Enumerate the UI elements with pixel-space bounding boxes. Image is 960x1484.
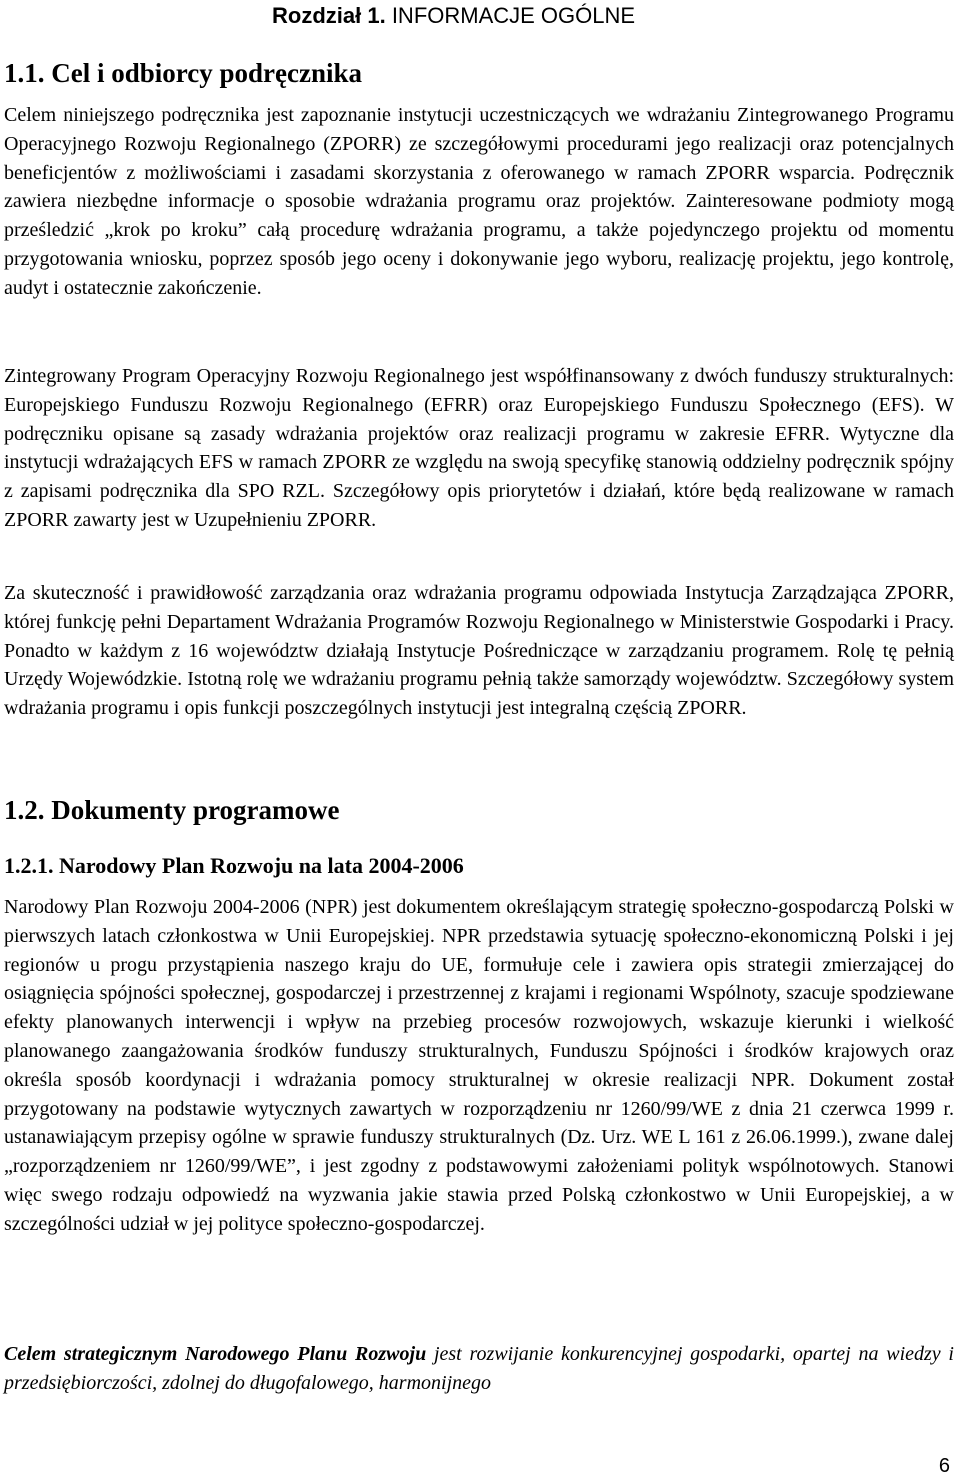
section-heading-1-1: 1.1. Cel i odbiorcy podręcznika (4, 58, 363, 88)
strategic-goal-emphasis: Celem strategicznym Narodowego Planu Rozwoju (4, 1343, 427, 1365)
paragraph-strategic-goal (4, 1340, 954, 1398)
chapter-label: Rozdział 1. (272, 3, 386, 28)
strategic-goal-text: jest rozwijanie konkurencyjnej gospodarki, opartej na wiedzy i przedsiębiorczości, zdolnej do długofalowego, harmonijnego (4, 1343, 954, 1394)
paragraph-purpose: Celem niniejszego podręcznika jest zapoznanie instytucji uczestniczących we wdrażaniu Zintegrowanego Programu Operacyjnego Rozwoju Regionalnego (ZPORR) ze szczegółowymi procedurami jego realizacji oraz potencjalnych beneficjentów z możliwościami i zasadami skorzystania z oferowanego w ramach ZPORR wsparcia. Podręcznik zawiera niezbędne informacje o sposobie wdrażania programu oraz projektów. Zainteresowane podmioty mogą prześledzić „krok po kroku” całą procedurę wdrażania programu, a także pojedynczego projektu od momentu przygotowania wniosku, poprzez sposób jego oceny i dokonywanie jego wyboru, realizację projektu, jego kontrolę, audyt i ostatecznie zakończenie. (4, 104, 954, 299)
paragraph-funding: Zintegrowany Program Operacyjny Rozwoju Regionalnego jest współfinansowany z dwóch funduszy strukturalnych: Europejskiego Funduszu Rozwoju Regionalnego (EFRR) oraz Europejskiego Funduszu Społecznego (EFS). W podręczniku opisane są zasady wdrażania projektów oraz realizacji programu w zakresie EFRR. Wytyczne dla instytucji wdrażających EFS w ramach ZPORR ze względu na swoją specyfikę stanowią oddzielny podręcznik spójny z zapisami podręcznika dla SPO RZL. Szczegółowy opis priorytetów i działań, które będą realizowane w ramach ZPORR zawarty jest w Uzupełnieniu ZPORR. (4, 365, 954, 531)
chapter-header (272, 3, 635, 29)
chapter-title: INFORMACJE OGÓLNE (391, 3, 636, 28)
paragraph-npr: Narodowy Plan Rozwoju 2004-2006 (NPR) jest dokumentem określającym strategię społeczno-gospodarczą Polski w pierwszych latach członkostwa w Unii Europejskiej. NPR przedstawia sytuację społeczno-ekonomiczną Polski i jej regionów u progu przystąpienia naszego kraju do UE, formułuje cele i zawiera opis strategii zmierzającej do osiągnięcia spójności społecznej, gospodarczej i przestrzennej z krajami i regionami Wspólnoty, szacuje spodziewane efekty planowanych interwencji i wpływ na przebieg procesów rozwojowych, wskazuje kierunki i wielkość planowanego zaangażowania środków funduszy strukturalnych, Funduszu Spójności i środków krajowych oraz określa sposób koordynacji i wdrażania pomocy strukturalnej w okresie realizacji NPR. Dokument został przygotowany na podstawie wytycznych zawartych w rozporządzeniu nr 1260/99/WE z dnia 21 czerwca 1999 r. ustanawiającym przepisy ogólne w sprawie funduszy strukturalnych (Dz. Urz. WE L 161 z 26.06.1999.), zwane dalej „rozporządzeniem nr 1260/99/WE”, i jest zgodny z podstawowymi założeniami polityk wspólnotowych. Stanowi więc swego rodzaju odpowiedź na wyzwania jakie stawia przed Polską członkostwo w Unii Europejskiej, a w szczególności udział w jej polityce społeczno-gospodarczej. (4, 896, 954, 1235)
section-heading-1-2-1: 1.2.1. Narodowy Plan Rozwoju na lata 2004-2006 (4, 853, 464, 878)
page-number: 6 (938, 1455, 950, 1477)
section-heading-1-2: 1.2. Dokumenty programowe (4, 795, 340, 825)
paragraph-management: Za skuteczność i prawidłowość zarządzania oraz wdrażania programu odpowiada Instytucja Zarządzająca ZPORR, której funkcję pełni Departament Wdrażania Programów Rozwoju Regionalnego w Ministerstwie Gospodarki i Pracy. Ponadto w każdym z 16 województw działają Instytucje Pośredniczące w zarządzaniu programem. Rolę tę pełnią Urzędy Wojewódzkie. Istotną rolę we wdrażaniu programu pełnią także samorządy województw. Szczegółowy system wdrażania programu i opis funkcji poszczególnych instytucji jest integralną częścią ZPORR. (4, 582, 954, 720)
